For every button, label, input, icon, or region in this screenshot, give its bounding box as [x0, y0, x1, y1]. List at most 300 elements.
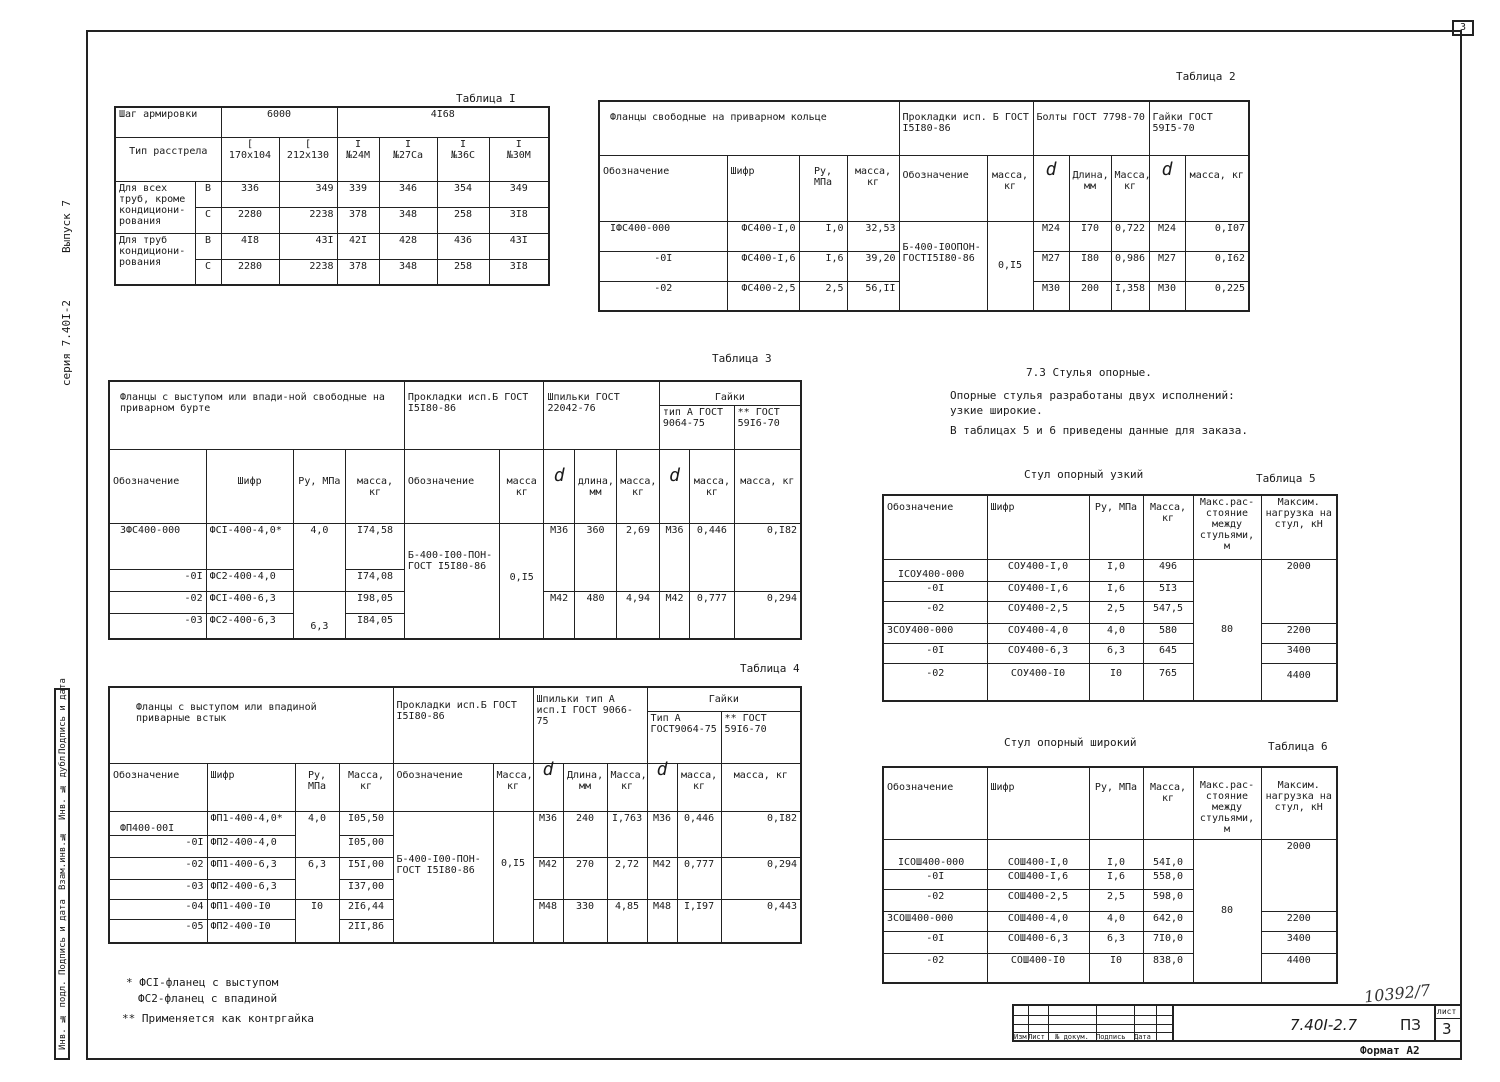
- t6-load: 4400: [1261, 953, 1337, 983]
- t1-cell: 43I: [489, 233, 549, 259]
- t2-cell: 200: [1069, 281, 1111, 311]
- t3-sh: масса, кг: [346, 449, 405, 523]
- t1-cell: 43I: [279, 233, 337, 259]
- t2-cell: I70: [1069, 221, 1111, 251]
- t1-cell: 378: [337, 259, 379, 285]
- beam-symbol: I: [404, 138, 412, 150]
- section-p2: В таблицах 5 и 6 приведены данные для заказа.: [950, 424, 1249, 437]
- t1-cell: 2280: [221, 259, 279, 285]
- t3-sh: d: [544, 449, 574, 523]
- t3-py: 6,3: [293, 591, 346, 639]
- t2-h4: Гайки ГОСТ 59I5-70: [1149, 101, 1249, 155]
- t2-cell: I,358: [1111, 281, 1149, 311]
- t5-py: I0: [1089, 663, 1143, 701]
- t2-sh: масса, кг: [987, 155, 1033, 221]
- t4-shifr: ФП1-400-4,0*: [207, 811, 295, 835]
- t6-title: Стул опорный широкий: [1004, 736, 1137, 749]
- t6-shifr: СОШ400-I,0: [987, 839, 1089, 869]
- t6-load: 2200: [1261, 911, 1337, 931]
- t5-load: 2000: [1261, 559, 1337, 623]
- t5-shifr: СОУ400-4,0: [987, 623, 1089, 643]
- note-1: * ФСI-фланец с выступом: [126, 976, 279, 989]
- t5-shifr: СОУ400-I0: [987, 663, 1089, 701]
- t4-sh: Масса, кг: [607, 763, 647, 811]
- t3-h3: Шпильки ГОСТ 22042-76: [544, 381, 659, 449]
- t5-shifr: СОУ400-6,3: [987, 643, 1089, 663]
- t6-oboz: -02: [883, 953, 987, 983]
- t1-cell: 436: [437, 233, 489, 259]
- t1-cell: 336: [221, 181, 279, 207]
- t6-oboz: -0I: [883, 869, 987, 889]
- t3-shifr: ФСI-400-6,3: [206, 591, 293, 613]
- t3-sh: длина, мм: [574, 449, 616, 523]
- section-p1: Опорные стулья разработаны двух исполнений: узкие широкие.: [950, 389, 1235, 417]
- table-2: [598, 100, 1250, 312]
- t5-sh: Макс.рас-стояние между стульями, м: [1193, 495, 1261, 559]
- t4-py: 6,3: [295, 857, 339, 899]
- t4-sh: Шифр: [207, 763, 295, 811]
- note-2: ФС2-фланец с впадиной: [138, 992, 278, 1005]
- t4-mass: I37,00: [339, 879, 393, 899]
- t1-cell: 3I8: [489, 207, 549, 233]
- series-label: серия 7.40I-2: [60, 300, 73, 387]
- t5-sh: Масса, кг: [1143, 495, 1193, 559]
- t1-key: С: [195, 207, 221, 233]
- t6-mass: 642,0: [1143, 911, 1193, 931]
- stamp-sheet-label: лист: [1437, 1007, 1457, 1016]
- t2-py: 2,5: [799, 281, 847, 311]
- stamp-col: Дата: [1134, 1033, 1151, 1041]
- t1-cell: 2238: [279, 259, 337, 285]
- t1-row-label: Для всех труб, кроме кондициони-рования: [115, 181, 195, 233]
- t4-sh: d: [533, 763, 563, 811]
- table-3: [108, 380, 802, 640]
- t4-shifr: ФП2-400-4,0: [207, 835, 295, 857]
- t2-sh: d: [1033, 155, 1069, 221]
- t1-h-type: Тип расстрела: [115, 137, 221, 181]
- t6-shifr: СОШ400-I0: [987, 953, 1089, 983]
- t2-py: I,6: [799, 251, 847, 281]
- t3-oboz: -0I: [109, 569, 206, 591]
- t2-oboz: IФС400-000: [599, 221, 727, 251]
- t1-sub: №27Са: [392, 149, 424, 161]
- table-4: [108, 686, 802, 944]
- t3-h4a: тип А ГОСТ 9064-75: [659, 405, 734, 449]
- t6-oboz: -0I: [883, 931, 987, 953]
- t2-cell: М27: [1033, 251, 1069, 281]
- t4-cell: М48: [533, 899, 563, 943]
- t1-caption: Таблица I: [456, 92, 516, 105]
- t3-h4: Гайки: [659, 381, 801, 405]
- t6-dist: 80: [1193, 839, 1261, 983]
- strip-3: Взам.инв.№: [58, 831, 68, 890]
- t4-mass: I05,00: [339, 835, 393, 857]
- t4-cell: 2,72: [607, 857, 647, 899]
- t1-sub: 170x104: [228, 149, 272, 161]
- t4-mass: I05,50: [339, 811, 393, 835]
- t3-cell: 0,I82: [734, 523, 801, 591]
- t4-sh: масса, кг: [677, 763, 721, 811]
- t6-load: 2000: [1261, 839, 1337, 911]
- stamp-col: № докум.: [1055, 1033, 1089, 1041]
- t2-mass: 39,20: [847, 251, 899, 281]
- t1-cell: 4I8: [221, 233, 279, 259]
- t6-mass: 838,0: [1143, 953, 1193, 983]
- strip-2: Инв. № дубл.: [58, 750, 68, 820]
- t4-oboz: ФП400-00I: [109, 811, 207, 835]
- t5-dist: 80: [1193, 559, 1261, 701]
- t4-cell: 4,85: [607, 899, 647, 943]
- t4-cell: 0,294: [721, 857, 801, 899]
- t1-cell: 258: [437, 207, 489, 233]
- t6-py: I0: [1089, 953, 1143, 983]
- t3-gasket: Б-400-I00-ПОН-ГОСТ I5I80-86: [404, 523, 499, 639]
- t3-sh: масса, кг: [617, 449, 660, 523]
- handwritten-number: 10392/7: [1363, 980, 1432, 1007]
- t5-mass: 5I3: [1143, 581, 1193, 601]
- section-title: 7.3 Стулья опорные.: [1026, 366, 1152, 379]
- t1-cell: 378: [337, 207, 379, 233]
- t2-sh: Обозначение: [599, 155, 727, 221]
- t4-sh: d: [647, 763, 677, 811]
- t5-oboz: IСОУ400-000: [883, 559, 987, 581]
- channel-symbol: [: [304, 138, 312, 150]
- t6-shifr: СОШ400-6,3: [987, 931, 1089, 953]
- t5-mass: 496: [1143, 559, 1193, 581]
- t2-py: I,0: [799, 221, 847, 251]
- t3-mass: I74,58: [346, 523, 405, 569]
- t5-load: 2200: [1261, 623, 1337, 643]
- t3-h2: Прокладки исп.Б ГОСТ I5I80-86: [404, 381, 544, 449]
- t6-py: 4,0: [1089, 911, 1143, 931]
- t1-cell: 428: [379, 233, 437, 259]
- t1-cell: 3I8: [489, 259, 549, 285]
- t2-sh: Длина, мм: [1069, 155, 1111, 221]
- t2-cell: 0,225: [1185, 281, 1249, 311]
- t2-shifr: ФС400-I,6: [727, 251, 799, 281]
- t2-cell: М24: [1033, 221, 1069, 251]
- strip-1: Подпись и дата: [58, 678, 68, 754]
- t2-h2: Прокладки исп. Б ГОСТ I5I80-86: [899, 101, 1033, 155]
- t6-sh: Максим. нагрузка на стул, кН: [1261, 767, 1337, 839]
- t5-mass: 547,5: [1143, 601, 1193, 623]
- t4-cell: М36: [533, 811, 563, 857]
- t4-py: I0: [295, 899, 339, 943]
- t5-py: I,0: [1089, 559, 1143, 581]
- t1-cell: 348: [379, 207, 437, 233]
- t4-oboz: -02: [109, 857, 207, 879]
- strip-5: Инв. № подл.: [58, 980, 68, 1050]
- t2-sh: масса, кг: [847, 155, 899, 221]
- t2-cell: М30: [1033, 281, 1069, 311]
- t6-caption: Таблица 6: [1268, 740, 1328, 753]
- t1-cell: 42I: [337, 233, 379, 259]
- t5-oboz: -02: [883, 601, 987, 623]
- t3-sh: масса, кг: [690, 449, 735, 523]
- t4-cell: М36: [647, 811, 677, 857]
- t4-sh: масса, кг: [721, 763, 801, 811]
- t4-oboz: -03: [109, 879, 207, 899]
- t5-load: 4400: [1261, 663, 1337, 701]
- t2-sh: Масса, кг: [1111, 155, 1149, 221]
- t3-mass: I74,08: [346, 569, 405, 591]
- t2-cell: 0,I07: [1185, 221, 1249, 251]
- t5-oboz: -02: [883, 663, 987, 701]
- t4-sh: Обозначение: [393, 763, 493, 811]
- t6-sh: Макс.рас-стояние между стульями, м: [1193, 767, 1261, 839]
- t4-h4: Гайки: [647, 687, 801, 711]
- t3-sh: d: [659, 449, 689, 523]
- t3-sh: Ру, МПа: [293, 449, 346, 523]
- t1-sub: №36С: [450, 149, 476, 161]
- channel-symbol: [: [246, 138, 254, 150]
- t6-sh: Ру, МПа: [1089, 767, 1143, 839]
- t5-py: 2,5: [1089, 601, 1143, 623]
- t6-oboz: 3СОШ400-000: [883, 911, 987, 931]
- t4-py: 4,0: [295, 811, 339, 857]
- t1-sub: №30М: [506, 149, 531, 161]
- t4-oboz: -0I: [109, 835, 207, 857]
- left-stamp-strip: [54, 678, 70, 1060]
- t4-cell: М42: [647, 857, 677, 899]
- beam-symbol: I: [459, 138, 467, 150]
- t1-cell: 258: [437, 259, 489, 285]
- t2-h3: Болты ГОСТ 7798-70: [1033, 101, 1149, 155]
- t1-h-6000: 6000: [221, 107, 337, 137]
- t3-cell: 0,446: [690, 523, 735, 591]
- t4-cell: 0,777: [677, 857, 721, 899]
- t4-oboz: -04: [109, 899, 207, 919]
- t5-py: 6,3: [1089, 643, 1143, 663]
- t3-shifr: ФС2-400-6,3: [206, 613, 293, 639]
- t2-h1: Фланцы свободные на приварном кольце: [599, 101, 899, 155]
- t6-oboz: IСОШ400-000: [883, 839, 987, 869]
- t1-row-label: Для труб кондициони-рования: [115, 233, 195, 285]
- table-5: [882, 494, 1338, 702]
- t6-py: 2,5: [1089, 889, 1143, 911]
- t4-cell: 0,446: [677, 811, 721, 857]
- t6-py: I,0: [1089, 839, 1143, 869]
- t2-oboz: -0I: [599, 251, 727, 281]
- t1-cell: 2238: [279, 207, 337, 233]
- t1-key: В: [195, 233, 221, 259]
- stamp-col: Подпись: [1096, 1033, 1126, 1041]
- t6-oboz: -02: [883, 889, 987, 911]
- t4-h3: Шпильки тип А исп.I ГОСТ 9066-75: [533, 687, 647, 763]
- t1-h-step: Шаг армировки: [115, 107, 221, 137]
- t4-caption: Таблица 4: [740, 662, 800, 675]
- t3-cell: М42: [659, 591, 689, 639]
- t4-sh: Длина, мм: [563, 763, 607, 811]
- sheet-number-box: [1452, 20, 1474, 36]
- t5-sh: Шифр: [987, 495, 1089, 559]
- t5-load: 3400: [1261, 643, 1337, 663]
- t5-oboz: -0I: [883, 581, 987, 601]
- t3-sh: Шифр: [206, 449, 293, 523]
- t1-key: В: [195, 181, 221, 207]
- stamp-sheet: 3: [1442, 1020, 1452, 1038]
- t1-sub: №24М: [345, 149, 371, 161]
- t3-cell: 4,94: [617, 591, 660, 639]
- t6-mass: 7I0,0: [1143, 931, 1193, 953]
- t6-py: 6,3: [1089, 931, 1143, 953]
- t3-oboz: -03: [109, 613, 206, 639]
- t6-shifr: СОШ400-2,5: [987, 889, 1089, 911]
- t5-py: I,6: [1089, 581, 1143, 601]
- t6-load: 3400: [1261, 931, 1337, 953]
- t3-mass: I98,05: [346, 591, 405, 613]
- t5-oboz: -0I: [883, 643, 987, 663]
- t4-oboz: -05: [109, 919, 207, 943]
- t3-gasket-mass: 0,I5: [499, 523, 544, 639]
- t1-cell: 354: [437, 181, 489, 207]
- t2-sh: d: [1149, 155, 1185, 221]
- t3-cell: 0,294: [734, 591, 801, 639]
- t4-sh: Масса, кг: [493, 763, 533, 811]
- t4-cell: 240: [563, 811, 607, 857]
- t5-shifr: СОУ400-I,0: [987, 559, 1089, 581]
- t3-shifr: ФСI-400-4,0*: [206, 523, 293, 569]
- t1-cell: 346: [379, 181, 437, 207]
- t4-mass: 2II,86: [339, 919, 393, 943]
- t2-gasket-mass: 0,I5: [987, 221, 1033, 311]
- t3-caption: Таблица 3: [712, 352, 772, 365]
- stamp-code: 7.40I-2.7: [1290, 1016, 1358, 1034]
- t3-cell: М36: [659, 523, 689, 591]
- strip-4: Подпись и дата: [58, 899, 68, 975]
- t4-cell: I,763: [607, 811, 647, 857]
- t2-mass: 56,II: [847, 281, 899, 311]
- t4-cell: 330: [563, 899, 607, 943]
- t2-cell: I80: [1069, 251, 1111, 281]
- t4-mass: I5I,00: [339, 857, 393, 879]
- table-1: [114, 106, 550, 286]
- format-label: Формат А2: [1360, 1044, 1420, 1057]
- t2-shifr: ФС400-I,0: [727, 221, 799, 251]
- t4-gasket: Б-400-I00-ПОН-ГОСТ I5I80-86: [393, 811, 493, 943]
- t4-shifr: ФП2-400-6,3: [207, 879, 295, 899]
- sheet-number-top: 3: [1459, 22, 1467, 33]
- t2-sh: Ру, МПа: [799, 155, 847, 221]
- t6-mass: 598,0: [1143, 889, 1193, 911]
- t5-py: 4,0: [1089, 623, 1143, 643]
- beam-symbol: I: [515, 138, 522, 150]
- t5-shifr: СОУ400-I,6: [987, 581, 1089, 601]
- t5-mass: 580: [1143, 623, 1193, 643]
- t4-h4a: Тип А ГОСТ9064-75: [647, 711, 721, 763]
- stamp-col: Изм.: [1014, 1033, 1031, 1041]
- t3-cell: 0,777: [690, 591, 735, 639]
- t5-sh: Ру, МПа: [1089, 495, 1143, 559]
- t2-oboz: -02: [599, 281, 727, 311]
- t5-oboz: 3СОУ400-000: [883, 623, 987, 643]
- t4-cell: 0,443: [721, 899, 801, 943]
- t5-sh: Максим. нагрузка на стул, кН: [1261, 495, 1337, 559]
- t5-shifr: СОУ400-2,5: [987, 601, 1089, 623]
- t2-cell: 0,I62: [1185, 251, 1249, 281]
- t2-cell: 0,986: [1111, 251, 1149, 281]
- t3-oboz: 3ФС400-000: [109, 523, 206, 569]
- note-3: ** Применяется как контргайка: [122, 1012, 315, 1025]
- t3-mass: I84,05: [346, 613, 405, 639]
- t4-cell: 270: [563, 857, 607, 899]
- t3-py: 4,0: [293, 523, 346, 591]
- beam-symbol: I: [354, 138, 362, 150]
- t1-key: С: [195, 259, 221, 285]
- t3-cell: М36: [544, 523, 574, 591]
- t2-cell: М30: [1149, 281, 1185, 311]
- t3-sh: масса кг: [499, 449, 544, 523]
- stamp-col: Лист: [1028, 1033, 1045, 1041]
- t5-mass: 645: [1143, 643, 1193, 663]
- t4-h4b: ** ГОСТ 59I6-70: [721, 711, 801, 763]
- t2-cell: 0,722: [1111, 221, 1149, 251]
- t4-cell: I,I97: [677, 899, 721, 943]
- t5-title: Стул опорный узкий: [1024, 468, 1144, 481]
- t3-oboz: -02: [109, 591, 206, 613]
- t6-sh: Масса, кг: [1143, 767, 1193, 839]
- t1-h-4168: 4I68: [337, 107, 549, 137]
- title-block: [1012, 1004, 1462, 1042]
- t1-cell: 349: [279, 181, 337, 207]
- t4-shifr: ФП2-400-I0: [207, 919, 295, 943]
- t3-cell: М42: [544, 591, 574, 639]
- t4-h1: Фланцы с выступом или впадиной приварные встык: [109, 687, 393, 763]
- t2-cell: М27: [1149, 251, 1185, 281]
- t4-h2: Прокладки исп.Б ГОСТ I5I80-86: [393, 687, 533, 763]
- t6-sh: Обозначение: [883, 767, 987, 839]
- t6-py: I,6: [1089, 869, 1143, 889]
- t2-shifr: ФС400-2,5: [727, 281, 799, 311]
- t3-sh: Обозначение: [109, 449, 206, 523]
- t1-sub: 212x130: [286, 149, 330, 161]
- t4-gasket-mass: 0,I5: [493, 811, 533, 943]
- t3-cell: 2,69: [617, 523, 660, 591]
- t4-sh: Ру, МПа: [295, 763, 339, 811]
- t2-mass: 32,53: [847, 221, 899, 251]
- t4-shifr: ФП1-400-I0: [207, 899, 295, 919]
- t2-caption: Таблица 2: [1176, 70, 1236, 83]
- t3-cell: 480: [574, 591, 616, 639]
- issue-label: Выпуск 7: [60, 200, 73, 253]
- t4-cell: 0,I82: [721, 811, 801, 857]
- t4-cell: М42: [533, 857, 563, 899]
- t2-cell: М24: [1149, 221, 1185, 251]
- t3-sh: масса, кг: [734, 449, 801, 523]
- t4-shifr: ФП1-400-6,3: [207, 857, 295, 879]
- t4-sh: Обозначение: [109, 763, 207, 811]
- t1-cell: 348: [379, 259, 437, 285]
- t2-sh: Обозначение: [899, 155, 987, 221]
- stamp-page: ПЗ: [1400, 1016, 1421, 1034]
- t6-shifr: СОШ400-I,6: [987, 869, 1089, 889]
- t2-sh: Шифр: [727, 155, 799, 221]
- t3-cell: 360: [574, 523, 616, 591]
- t4-mass: 2I6,44: [339, 899, 393, 919]
- t6-mass: 558,0: [1143, 869, 1193, 889]
- t3-sh: Обозначение: [404, 449, 499, 523]
- t5-mass: 765: [1143, 663, 1193, 701]
- t3-shifr: ФС2-400-4,0: [206, 569, 293, 591]
- t3-h4b: ** ГОСТ 59I6-70: [734, 405, 801, 449]
- t5-sh: Обозначение: [883, 495, 987, 559]
- t1-cell: 339: [337, 181, 379, 207]
- t1-cell: 349: [489, 181, 549, 207]
- t2-sh: масса, кг: [1185, 155, 1249, 221]
- t6-shifr: СОШ400-4,0: [987, 911, 1089, 931]
- t2-gasket: Б-400-I0ОПОН-ГОСТI5I80-86: [899, 221, 987, 311]
- t4-sh: Масса, кг: [339, 763, 393, 811]
